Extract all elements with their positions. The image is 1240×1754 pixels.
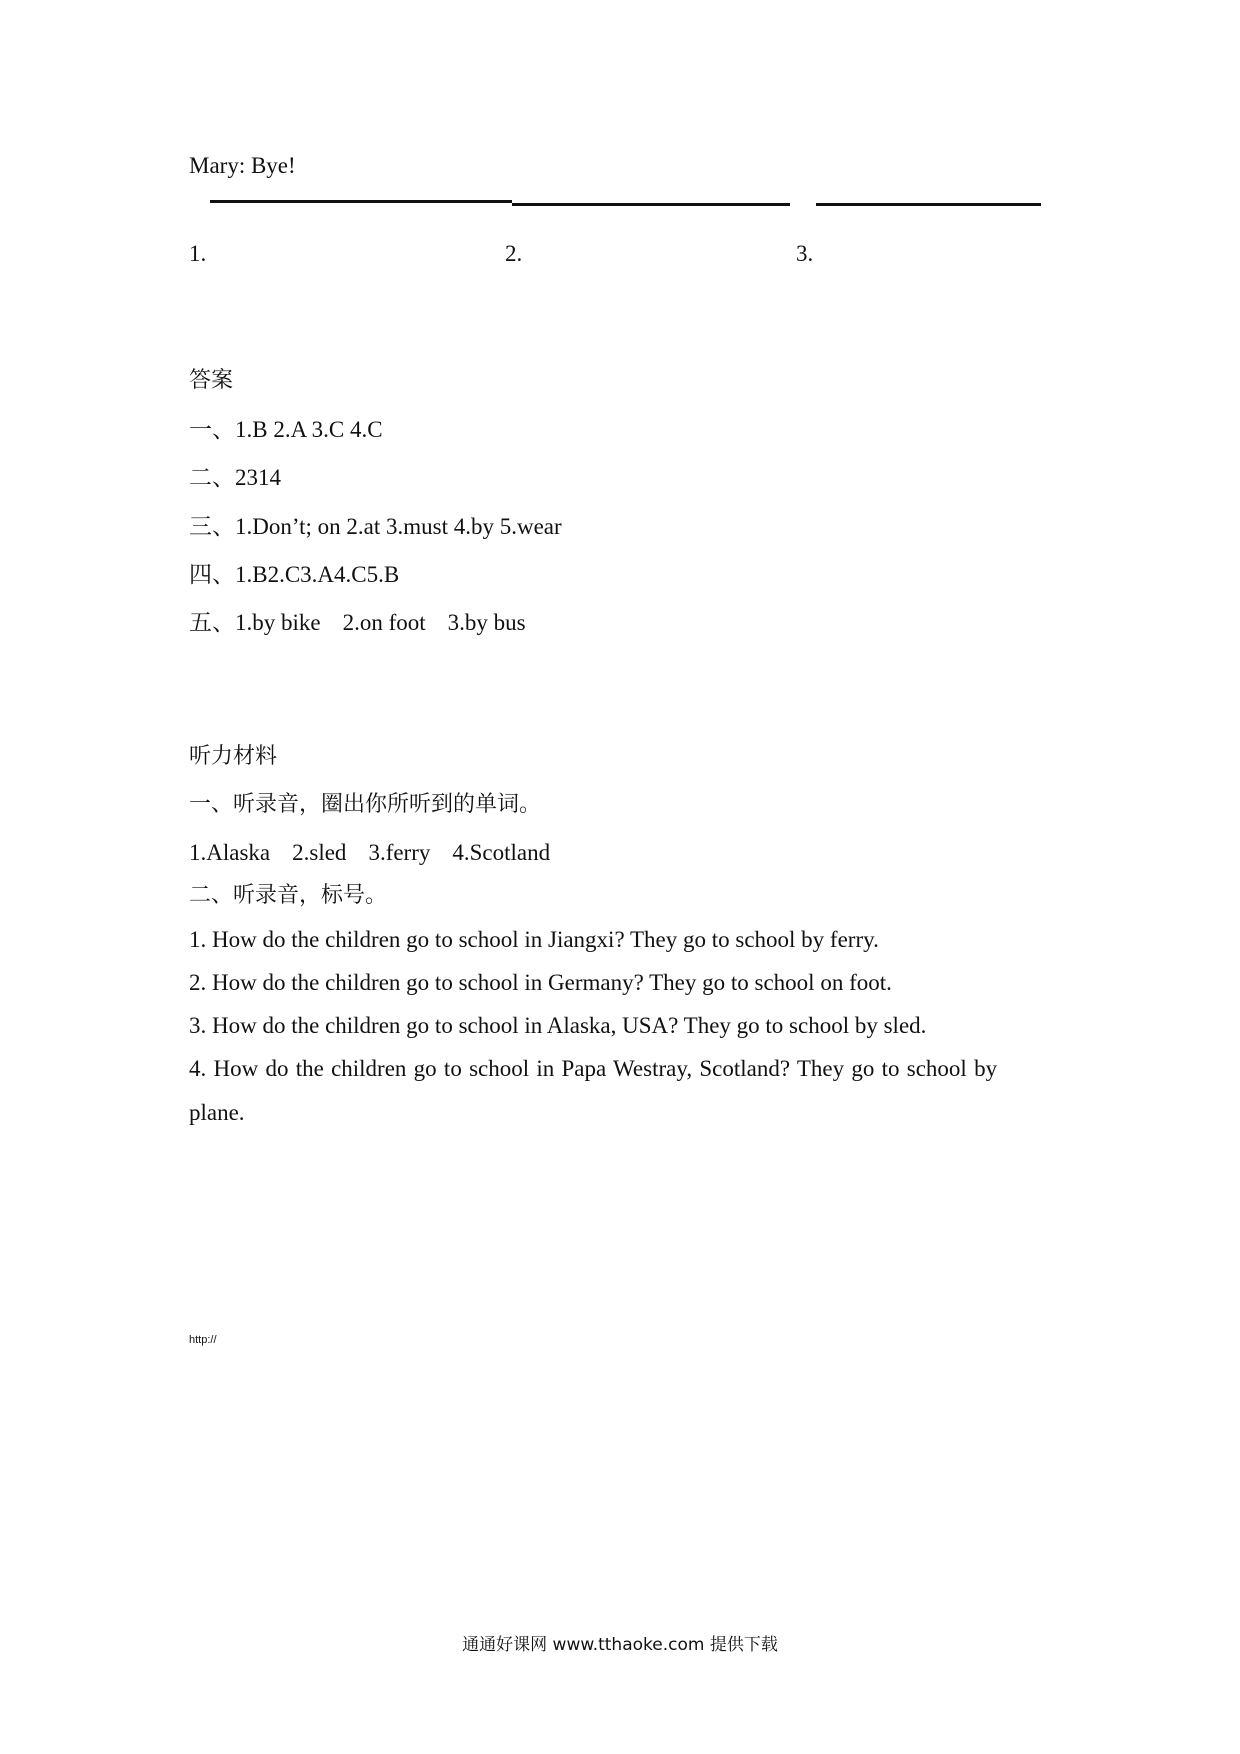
word-item: 4.Scotland bbox=[452, 840, 551, 865]
word-item: 1.Alaska bbox=[189, 840, 271, 865]
transcript-line: 3. How do the children go to school in Alaska, USA? They go to school by sled. bbox=[189, 1013, 927, 1038]
footer-text: 通通好课网 www.tthaoke.com 提供下载 bbox=[462, 1635, 778, 1655]
transcript-line: plane. bbox=[189, 1100, 245, 1125]
answer-5b: 2.on foot bbox=[342, 610, 426, 635]
transcript-line: 2. How do the children go to school in Germany? They go to school on foot. bbox=[189, 970, 892, 995]
blank-number-2: 2. bbox=[505, 241, 523, 266]
blank-number-1: 1. bbox=[189, 241, 207, 266]
word-item: 2.sled bbox=[292, 840, 347, 865]
answers-heading: 答案 bbox=[189, 368, 234, 393]
answer-5a: 五、1.by bike bbox=[189, 610, 321, 635]
transcript-line: 4. How do the children go to school in Papa Westray, Scotland? They go to school by bbox=[189, 1056, 998, 1081]
listening-heading: 听力材料 bbox=[189, 744, 278, 769]
answer-line: 二、2314 bbox=[189, 465, 281, 490]
answer-line: 一、1.B 2.A 3.C 4.C bbox=[189, 417, 383, 442]
answer-5c: 3.by bus bbox=[447, 610, 526, 635]
answer-line-5 bbox=[189, 609, 526, 637]
answer-blank-2 bbox=[512, 203, 790, 206]
answer-blank-1 bbox=[210, 200, 512, 203]
transcript-line: 1. How do the children go to school in Jiangxi? They go to school by ferry. bbox=[189, 927, 879, 952]
part1-words bbox=[189, 839, 550, 867]
part2-title: 二、听录音，标号。 bbox=[189, 883, 388, 908]
dialogue-line: Mary: Bye! bbox=[189, 153, 296, 178]
url-stub: http:// bbox=[189, 1334, 217, 1346]
answer-blank-3 bbox=[816, 203, 1041, 206]
blank-number-3: 3. bbox=[796, 241, 814, 266]
part1-title: 一、听录音，圈出你所听到的单词。 bbox=[189, 792, 542, 817]
word-item: 3.ferry bbox=[368, 840, 431, 865]
answer-line: 三、1.Don’t; on 2.at 3.must 4.by 5.wear bbox=[189, 514, 562, 539]
answer-line: 四、1.B2.C3.A4.C5.B bbox=[189, 562, 400, 587]
